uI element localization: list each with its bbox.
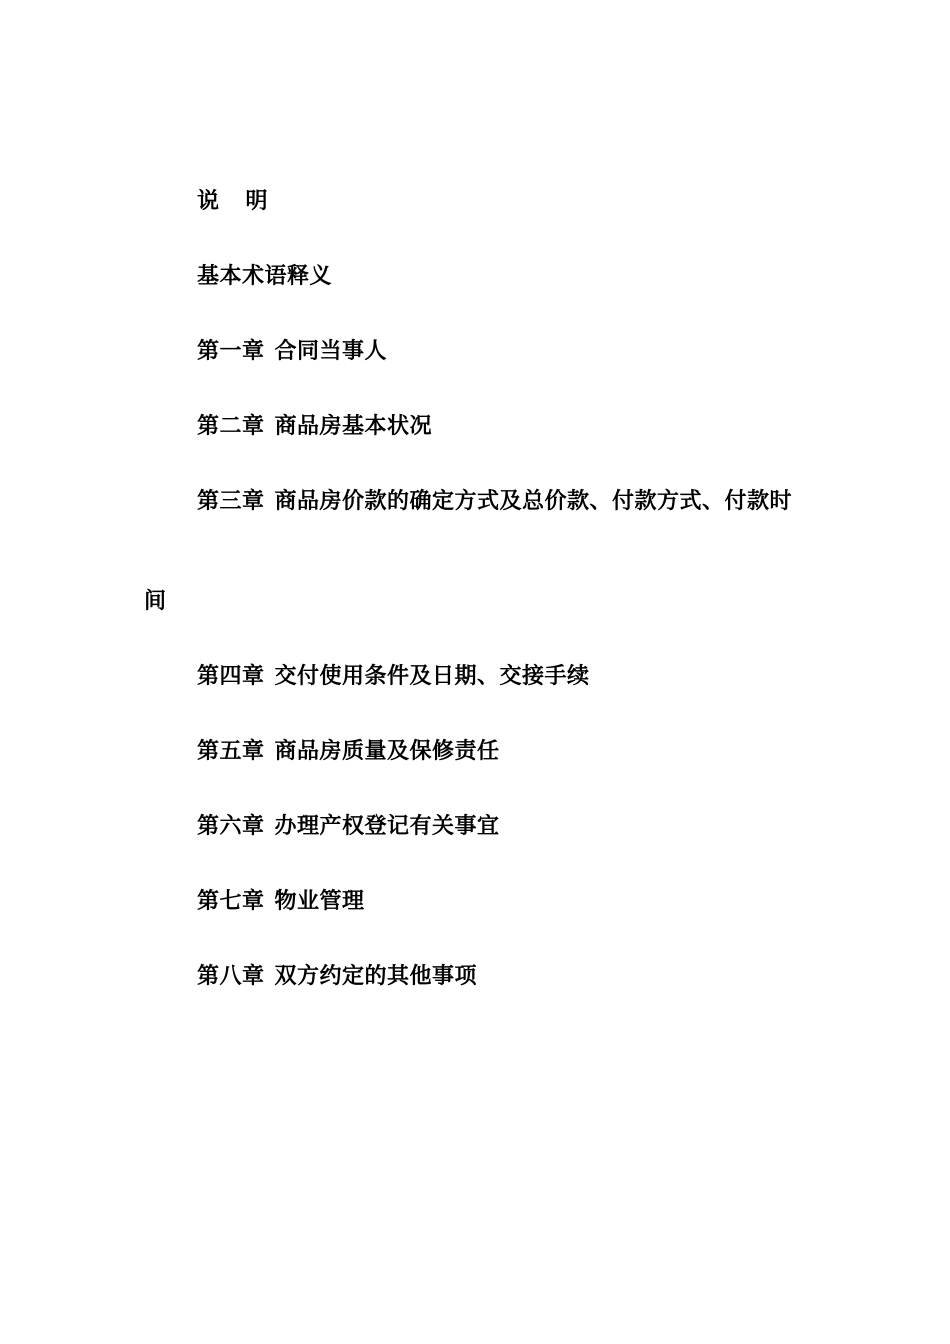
toc-entry-chapter-3-continuation bbox=[144, 588, 167, 616]
toc-terms-title: 基本术语释义 bbox=[197, 264, 333, 289]
chapter-title-continuation: 间 bbox=[144, 589, 167, 614]
chapter-title: 办理产权登记有关事宜 bbox=[274, 814, 500, 839]
chapter-number: 第五章 bbox=[197, 739, 265, 764]
chapter-title: 商品房基本状况 bbox=[274, 414, 433, 439]
toc-entry-chapter-8 bbox=[197, 963, 477, 991]
toc-entry-chapter-7 bbox=[197, 888, 365, 916]
chapter-title: 合同当事人 bbox=[274, 339, 388, 364]
toc-entry-terms bbox=[197, 263, 332, 291]
toc-entry-intro bbox=[197, 188, 268, 216]
toc-entry-chapter-2 bbox=[197, 413, 432, 441]
chapter-number: 第六章 bbox=[197, 814, 265, 839]
chapter-number: 第四章 bbox=[197, 664, 265, 689]
chapter-title: 双方约定的其他事项 bbox=[274, 964, 478, 989]
chapter-title: 物业管理 bbox=[274, 889, 365, 914]
chapter-number: 第三章 bbox=[197, 489, 265, 514]
toc-entry-chapter-3 bbox=[197, 488, 792, 516]
chapter-number: 第八章 bbox=[197, 964, 265, 989]
chapter-number: 第二章 bbox=[197, 414, 265, 439]
chapter-title: 商品房价款的确定方式及总价款、付款方式、付款时 bbox=[274, 489, 793, 514]
toc-entry-chapter-5 bbox=[197, 738, 500, 766]
chapter-title: 交付使用条件及日期、交接手续 bbox=[274, 664, 590, 689]
toc-entry-chapter-1 bbox=[197, 338, 387, 366]
toc-intro-char-2: 明 bbox=[245, 189, 269, 214]
toc-entry-chapter-6 bbox=[197, 813, 500, 841]
chapter-number: 第七章 bbox=[197, 889, 265, 914]
chapter-title: 商品房质量及保修责任 bbox=[274, 739, 500, 764]
toc-entry-chapter-4 bbox=[197, 663, 590, 691]
toc-intro-char-1: 说 bbox=[197, 189, 220, 214]
chapter-number: 第一章 bbox=[197, 339, 265, 364]
